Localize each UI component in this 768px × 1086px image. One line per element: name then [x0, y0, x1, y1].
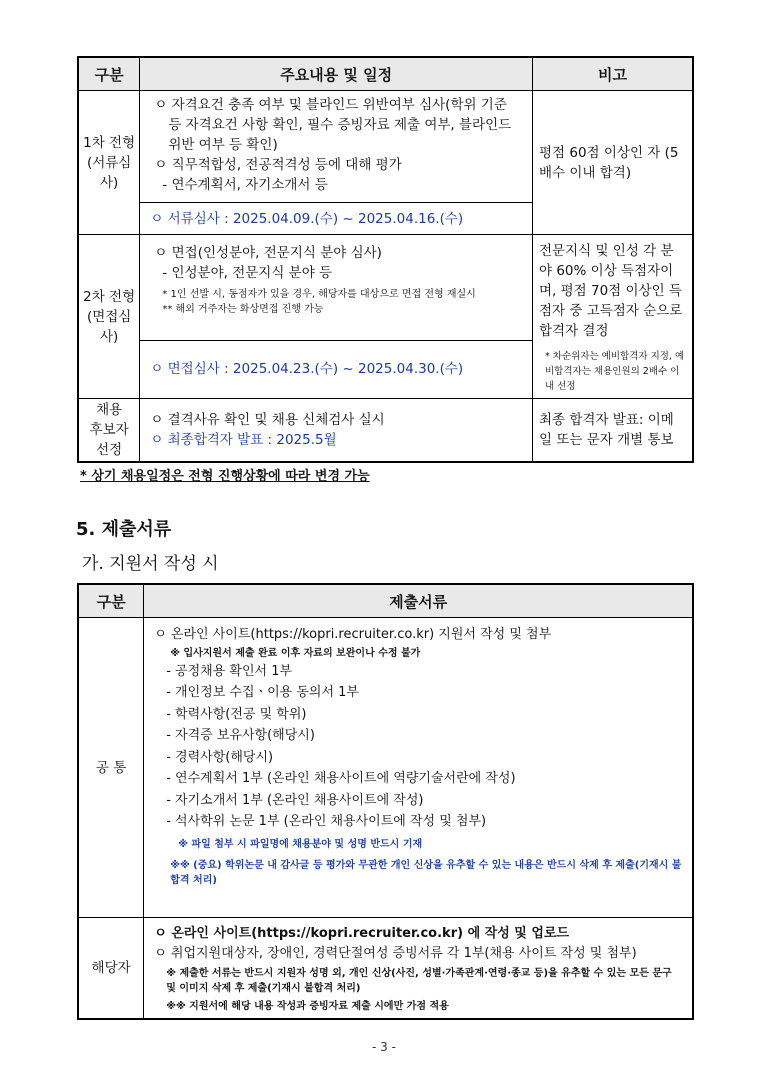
header-content: 주요내용 및 일정: [140, 57, 533, 91]
header-category: 구분: [78, 584, 144, 618]
documents-table: [77, 583, 694, 1020]
stage2-content: ㅇ 면접(인성분야, 전문지식 분야 심사) - 인성분야, 전문지식 분야 등 * 1인 선발 시, 동점자가 있을 경우, 해당자를 대상으로 면접 전형 재실시 ** 해외 거주자는 화상면접 진행 가능: [140, 235, 533, 341]
stage1-schedule: ㅇ 서류심사 : 2025.04.09.(수) ~ 2025.04.16.(수): [140, 203, 533, 235]
stage2-schedule: ㅇ 면접심사 : 2025.04.23.(수) ~ 2025.04.30.(수): [140, 340, 533, 398]
table-row: [78, 399, 693, 463]
schedule-footnote: * 상기 채용일정은 전형 진행상황에 따라 변경 가능: [80, 469, 370, 484]
stage1-note: 평점 60점 이상인 자 (5배수 이내 합격): [533, 91, 694, 235]
selection-schedule-table: [77, 56, 694, 463]
stage3-note: 최종 합격자 발표: 이메일 또는 문자 개별 통보: [533, 399, 694, 463]
section-title: 5. 제출서류: [76, 519, 172, 540]
stage1-label: 1차 전형 (서류심사): [78, 91, 140, 235]
stage3-label: 채용 후보자 선정: [78, 399, 140, 463]
section-subtitle: 가. 지원서 작성 시: [82, 554, 219, 574]
table-row: [78, 918, 693, 1020]
table-row: [78, 618, 693, 918]
applicable-content: ㅇ 온라인 사이트(https://kopri.recruiter.co.kr) 에 작성 및 업로드 ㅇ 취업지원대상자, 장애인, 경력단절여성 증빙서류 각 1부(채용 사이트 작성 및 첨부) ※ 제출한 서류는 반드시 지원자 성명 외, 개인 신상(사진, 성별·가족관계·연령·종교 등)을 유추할 수 있는 모든 문구 및 이미지 삭제 후 제출(기재시 불합격 처리) ※※ 지원서에 해당 내용 작성과 증빙자료 제출 시에만 가점 적용: [144, 918, 693, 1020]
stage2-note: 전문지식 및 인성 각 분야 60% 이상 득점자이며, 평점 70점 이상인 득점자 중 고득점자 순으로 합격자 결정 * 차순위자는 예비합격자 지정, 예비합격자는 채용인원의 2배수 이내 선정: [533, 235, 694, 399]
common-label: 공 통: [78, 618, 144, 918]
common-content: ㅇ 온라인 사이트(https://kopri.recruiter.co.kr) 지원서 작성 및 첨부 ※ 입사지원서 제출 완료 이후 자료의 보완이나 수정 불가 - 공정채용 확인서 1부 - 개인정보 수집ㆍ이용 동의서 1부 - 학력사항(전공 및 학위) - 자격증 보유사항(해당시) - 경력사항(해당시) - 연수계획서 1부 (온라인 채용사이트에 역량기술서란에 작성) - 자기소개서 1부 (온라인 채용사이트에 작성) - 석사학위 논문 1부 (온라인 채용사이트에 작성 및 첨부) ※ 파일 첨부 시 파일명에 채용분야 및 성명 반드시 기재 ※※ (중요) 학위논문 내 감사글 등 평가와 무관한 개인 신상을 유추할 수 있는 내용은 반드시 삭제 후 제출(기재시 불합격 처리): [144, 618, 693, 918]
applicable-label: 해당자: [78, 918, 144, 1020]
table-header-row: [78, 584, 693, 618]
page-number: - 3 -: [372, 1040, 396, 1054]
header-documents: 제출서류: [144, 584, 693, 618]
table-row: [78, 235, 693, 341]
header-remarks: 비고: [533, 57, 694, 91]
table-row: [78, 91, 693, 203]
table-header-row: [78, 57, 693, 91]
stage1-content: ㅇ 자격요건 충족 여부 및 블라인드 위반여부 심사(학위 기준 등 자격요건 사항 확인, 필수 증빙자료 제출 여부, 블라인드 위반 여부 등 확인) ㅇ 직무적합성, 전공적격성 등에 대해 평가 - 연수계획서, 자기소개서 등: [140, 91, 533, 203]
stage2-label: 2차 전형 (면접심사): [78, 235, 140, 399]
stage3-content: ㅇ 결격사유 확인 및 채용 신체검사 실시 ㅇ 최종합격자 발표 : 2025.5월: [140, 399, 533, 463]
header-category: 구분: [78, 57, 140, 91]
